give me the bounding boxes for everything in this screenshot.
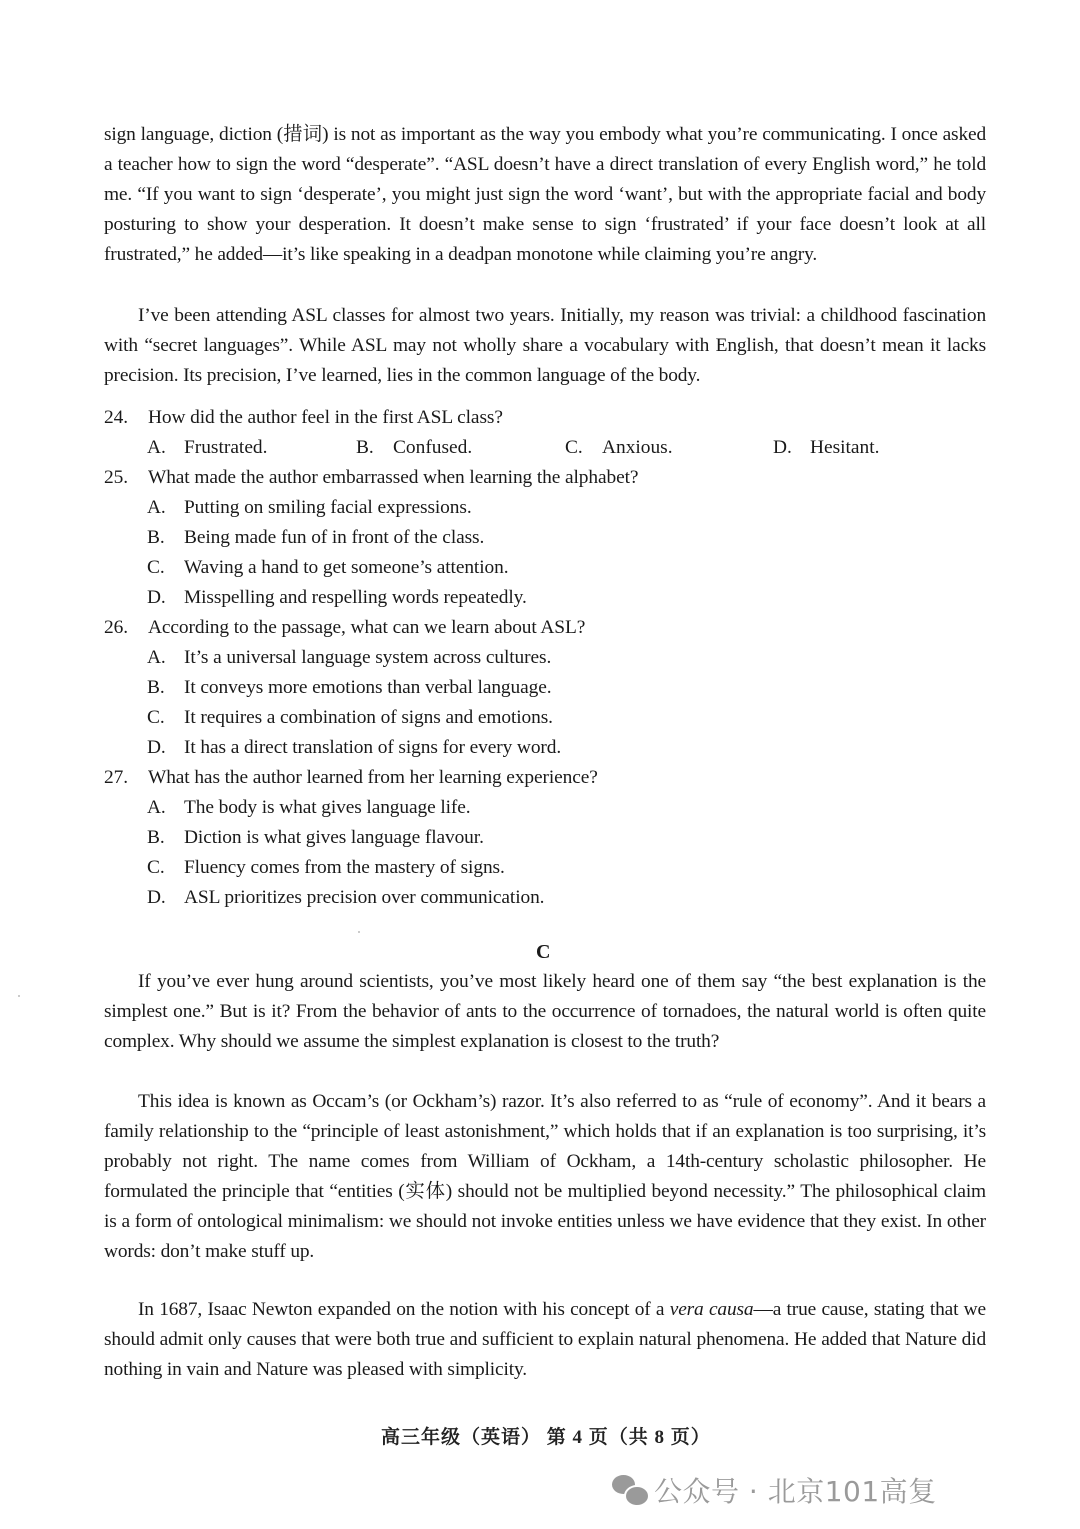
wechat-icon [612,1473,648,1507]
question-number: 24. [104,407,128,428]
section-title-c: C [536,941,551,963]
option-27-b[interactable]: B. Diction is what gives language flavour. [147,827,484,848]
option-27-a[interactable]: A. The body is what gives language life. [147,797,471,818]
scan-speck [358,931,360,933]
option-26-b[interactable]: B. It conveys more emotions than verbal language. [147,677,552,698]
option-25-c[interactable]: C. Waving a hand to get someone’s attention. [147,557,509,578]
question-24 [104,403,503,433]
option-24-d[interactable]: D. Hesitant. [773,437,880,458]
question-stem: What has the author learned from her learning experience? [148,767,598,788]
question-number: 26. [104,617,128,638]
italic-term: vera causa [669,1299,754,1320]
passage-c-paragraph-3: In 1687, Isaac Newton expanded on the notion with his concept of a vera causa—a true cause, stating that we should admit only causes that were both true and sufficient to explain natural phenomena. He added that Nature did nothing in vain and Nature was pleased with simplicity. [104,1299,986,1381]
option-24-b[interactable]: B. Confused. [356,437,473,458]
watermark-text: 公众号 · 北京101高复 [654,1475,937,1508]
option-25-b[interactable]: B. Being made fun of in front of the class. [147,527,485,548]
passage-b-paragraph-1: sign language, diction (措词) is not as important as the way you embody what you’re communicating. I once asked a teacher how to sign the word “desperate”. “ASL doesn’t have a direct translation of every English word,” he told me. “If you want to sign ‘desperate’, you might just sign the word ‘want’, but with the appropriate facial and body posturing to show your desperation. It doesn’t make sense to sign ‘frustrated’ if your face doesn’t look at all frustrated,” he added—it’s like speaking in a deadpan monotone while claiming you’re angry. [104,124,986,266]
question-stem: How did the author feel in the first ASL class? [148,407,503,428]
passage-c-paragraph-1: If you’ve ever hung around scientists, you’ve most likely heard one of them say “the best explanation is the simplest one.” But is it? From the behavior of ants to the occurrence of tornadoes, the natural world is often quite complex. Why should we assume the simplest explanation is closest to the truth? [104,971,986,1053]
option-27-d[interactable]: D. ASL prioritizes precision over communication. [147,887,545,908]
option-24-a[interactable]: A. Frustrated. [147,437,268,458]
question-number: 25. [104,467,128,488]
passage-b-paragraph-2: I’ve been attending ASL classes for almost two years. Initially, my reason was trivial: a childhood fascination with “secret languages”. While ASL may not wholly share a vocabulary with English, that doesn’t mean it lacks precision. Its precision, I’ve learned, lies in the common language of the body. [104,305,986,387]
option-26-a[interactable]: A. It’s a universal language system across cultures. [147,647,552,668]
question-26 [104,613,585,643]
option-25-d[interactable]: D. Misspelling and respelling words repeatedly. [147,587,527,608]
question-25 [104,463,638,493]
passage-c-paragraph-2: This idea is known as Occam’s (or Ockham’s) razor. It’s also referred to as “rule of economy”. And it bears a family relationship to the “principle of least astonishment,” which holds that if an explanation is too surprising, it’s probably not right. The name comes from William of Ockham, a 14th-century scholastic philosopher. He formulated the principle that “entities (实体) should not be multiplied beyond necessity.” The philosophical claim is a form of ontological minimalism: we should not invoke entities unless we have evidence that they exist. In other words: don’t make stuff up. [104,1091,986,1263]
question-stem: According to the passage, what can we learn about ASL? [148,617,586,638]
option-25-a[interactable]: A. Putting on smiling facial expressions. [147,497,472,518]
scan-speck [18,995,20,997]
watermark [612,1470,937,1510]
page-footer: 高三年级（英语） 第 4 页（共 8 页） [381,1427,711,1448]
question-stem: What made the author embarrassed when learning the alphabet? [148,467,639,488]
option-27-c[interactable]: C. Fluency comes from the mastery of signs. [147,857,505,878]
question-number: 27. [104,767,128,788]
option-24-c[interactable]: C. Anxious. [565,437,673,458]
option-26-d[interactable]: D. It has a direct translation of signs for every word. [147,737,562,758]
question-27 [104,763,598,793]
option-26-c[interactable]: C. It requires a combination of signs and emotions. [147,707,553,728]
